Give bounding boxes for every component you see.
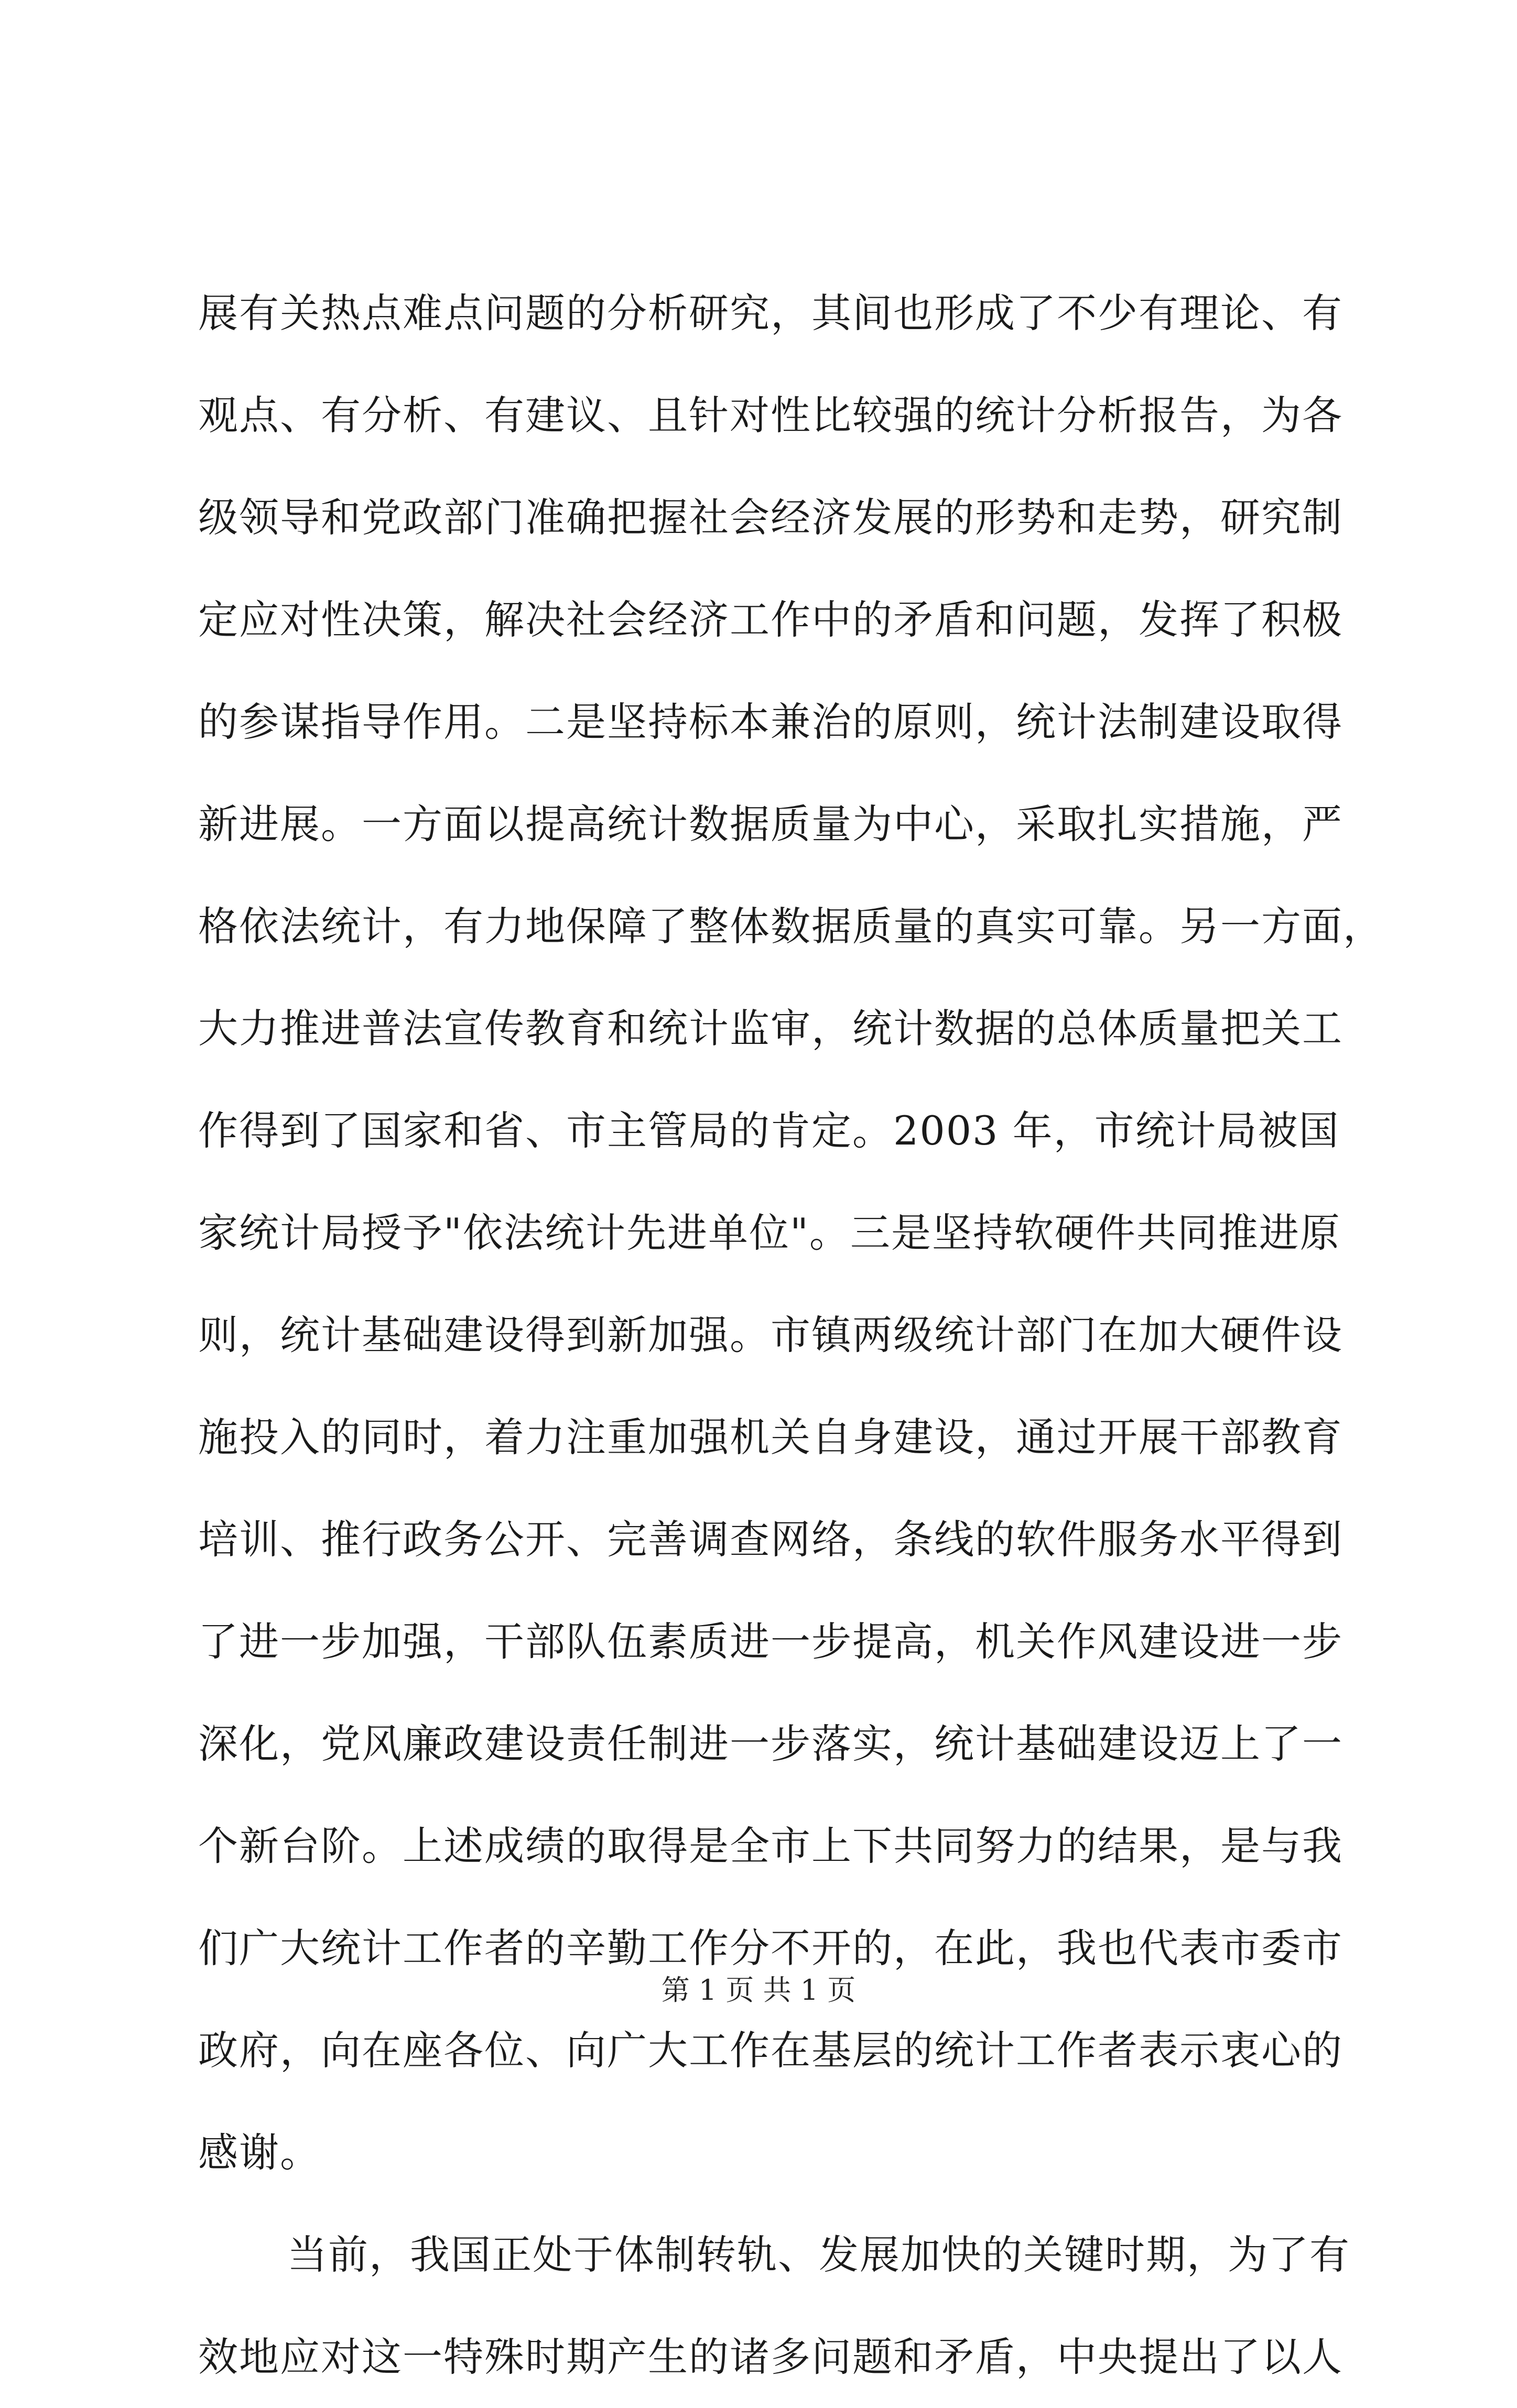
text-line: 级领导和党政部门准确把握社会经济发展的形势和走势，研究制 [198, 494, 1343, 541]
text-line: 定应对性决策，解决社会经济工作中的矛盾和问题，发挥了积极 [198, 596, 1343, 643]
text-line: 个新台阶。上述成绩的取得是全市上下共同努力的结果，是与我 [198, 1823, 1343, 1869]
text-line: 效地应对这一特殊时期产生的诸多问题和矛盾，中央提出了以人 [198, 2334, 1343, 2380]
text-line: 则，统计基础建设得到新加强。市镇两级统计部门在加大硬件设 [198, 1312, 1343, 1358]
paragraph-first-line: 当前，我国正处于体制转轨、发展加快的关键时期，为了有 [287, 2231, 1350, 2278]
text-line: 深化，党风廉政建设责任制进一步落实，统计基础建设迈上了一 [198, 1720, 1343, 1767]
text-line: 培训、推行政务公开、完善调查网络，条线的软件服务水平得到 [198, 1516, 1343, 1563]
text-line: 格依法统计，有力地保障了整体数据质量的真实可靠。另一方面， [198, 903, 1384, 950]
text-line: 政府，向在座各位、向广大工作在基层的统计工作者表示衷心的 [198, 2027, 1343, 2074]
text-line: 感谢。 [198, 2129, 321, 2176]
text-line: 们广大统计工作者的辛勤工作分不开的，在此，我也代表市委市 [198, 1925, 1343, 1971]
text-line: 的参谋指导作用。二是坚持标本兼治的原则，统计法制建设取得 [198, 699, 1343, 745]
document-body [198, 262, 1384, 2408]
text-line: 新进展。一方面以提高统计数据质量为中心，采取扎实措施，严 [198, 801, 1343, 847]
text-line: 展有关热点难点问题的分析研究，其间也形成了不少有理论、有 [198, 290, 1343, 336]
text-line: 作得到了国家和省、市主管局的肯定。2003 年，市统计局被国 [198, 1107, 1340, 1154]
text-line: 家统计局授予"依法统计先进单位"。三是坚持软硬件共同推进原 [198, 1210, 1341, 1256]
page-number-footer: 第 1 页 共 1 页 [661, 1974, 856, 2007]
text-line: 观点、有分析、有建议、且针对性比较强的统计分析报告，为各 [198, 392, 1343, 439]
text-line: 施投入的同时，着力注重加强机关自身建设，通过开展干部教育 [198, 1414, 1343, 1461]
text-line: 大力推进普法宣传教育和统计监审，统计数据的总体质量把关工 [198, 1005, 1343, 1052]
text-line: 了进一步加强，干部队伍素质进一步提高，机关作风建设进一步 [198, 1618, 1343, 1665]
